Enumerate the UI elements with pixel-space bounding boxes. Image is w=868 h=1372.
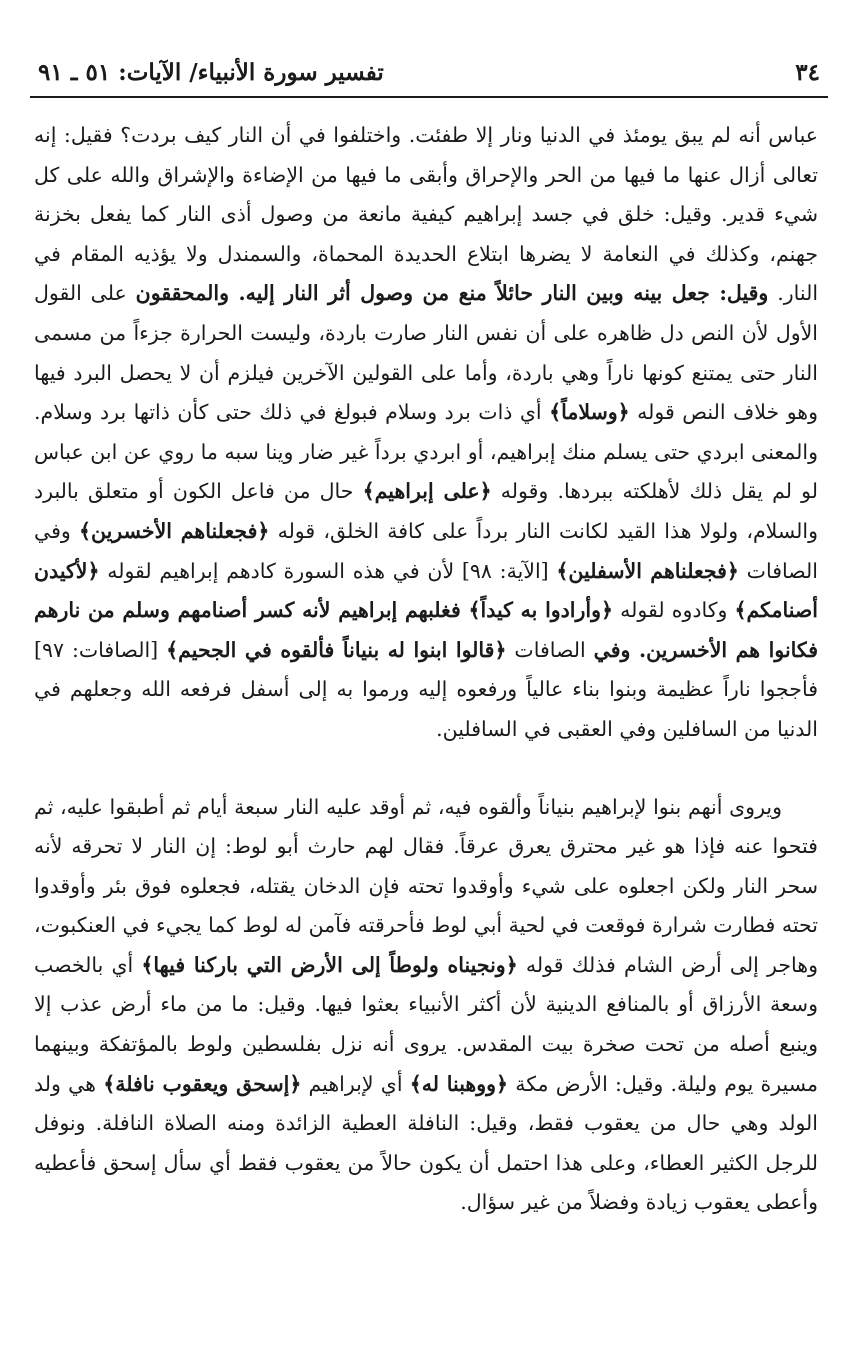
text-segment: على القول الأول لأن النص دل ظاهره على أن نفس النار صارت باردة، وليست الحرارة جزءاً من مسمى النار حتى يمتنع كونها ناراً وهي باردة، وأما على القولين الآخرين فيلزم أن لا يحصل البرد فيها وهو خلاف النص قوله xyxy=(34,281,818,425)
quran-quote-segment: ﴿قالوا ابنوا له بنياناً فألقوه في الجحيم﴾ xyxy=(166,637,507,662)
text-segment: [الصافات: ٩٧] فأججوا ناراً عظيمة وبنوا بناء عالياً ورفعوه إليه ورموا به إلى أسفل فرفعه الله وجعلهم في الدنيا من السافلين وفي العقبى في السافلين. xyxy=(34,637,818,741)
page-header xyxy=(38,52,820,92)
commentary-paragraph-2 xyxy=(34,788,818,1224)
text-segment: أي بالخصب وسعة الأرزاق أو بالمنافع الدينية لأن أكثر الأنبياء بعثوا فيها. وقيل: ما من ماء أرض عذب إلا وينبع أصله من تحت صخرة بيت المقدس. يروى أنه نزل بفلسطين ولوط بالمؤتفكة وبينهما مسيرة يوم وليلة. وقيل: الأرض مكة xyxy=(34,952,818,1096)
running-title: تفسير سورة الأنبياء/ الآيات: ٥١ ـ ٩١ xyxy=(38,58,384,86)
quran-quote-segment: ﴿إسحق ويعقوب نافلة﴾ xyxy=(103,1071,302,1096)
quran-quote-segment: ﴿ونجيناه ولوطاً إلى الأرض التي باركنا فيها﴾ xyxy=(141,952,518,977)
page-body xyxy=(34,116,818,1223)
text-segment: [الآية: ٩٨] لأن في هذه السورة كادهم إبراهيم لقوله xyxy=(99,558,557,583)
text-segment: هي ولد الولد وهي حال من يعقوب فقط، وقيل: النافلة العطية الزائدة ومنه الصلاة النافلة. ونوفل للرجل الكثير العطاء، وعلى هذا احتمل أن يكون حالاً من يعقوب فقط أي سأل إسحق فأعطيه وأعطى يعقوب زيادة وفضلاً من غير سؤال. xyxy=(34,1071,818,1215)
text-segment: حال من فاعل الكون أو متعلق بالبرد والسلام، ولولا هذا القيد لكانت النار برداً على كافة الخلق، قوله xyxy=(34,479,818,543)
text-segment: أي لإبراهيم xyxy=(301,1071,410,1096)
text-segment: أي ذات برد وسلام فبولغ في ذلك حتى كأن ذاتها برد وسلام. والمعنى ابردي حتى يسلم منك إبراهيم، أو ابردي برداً غير ضار وينا سبه ما روي عن ابن عباس لو لم يقل ذلك لأهلكته ببردها. وقوله xyxy=(34,400,818,504)
quran-quote-segment: ﴿وأرادوا به كيداً﴾ فغلبهم إبراهيم لأنه كسر أصنامهم وسلم من نارهم فكانوا هم الأخسرين. وفي xyxy=(34,598,819,662)
text-segment: وفي الصافات xyxy=(34,518,818,583)
text-segment: الصافات xyxy=(506,637,594,662)
text-segment: ويروى أنهم بنوا لإبراهيم بنياناً وألقوه فيه، ثم أوقد عليه النار سبعة أيام ثم أطبقوا عليه، ثم فتحوا عنه فإذا هو غير محترق يعرق عرقاً. فقال لهم حارث أبو لوط: إن النار لا تحرقه لأنه سحر النار ولكن اجعلوه على شيء وأوقدوا تحته فإن الدخان يقتله، فجعلوه فوق بئر وأوقدوا تحته فطارت شرارة فوقعت في لحية أبي لوط فأحرقته فآمن له لوط كما يجيء في العنكبوت، وهاجر إلى أرض الشام فذلك قوله xyxy=(34,794,818,977)
quran-quote-segment: ﴿لأكيدن أصنامكم﴾ xyxy=(34,558,818,623)
quran-quote-segment: ﴿فجعلناهم الأسفلين﴾ xyxy=(556,558,739,583)
header-rule xyxy=(30,96,828,98)
quran-quote-segment: ﴿ووهبنا له﴾ xyxy=(409,1071,509,1096)
commentary-paragraph-1 xyxy=(34,116,818,750)
quran-quote-segment: ﴿وسلاماً﴾ xyxy=(549,400,630,425)
text-segment: وكادوه لقوله xyxy=(613,598,735,623)
quran-quote-segment: ﴿فجعلناهم الأخسرين﴾ xyxy=(78,518,270,543)
quran-quote-segment: وقيل: جعل بينه وبين النار حائلاً منع من وصول أثر النار إليه. والمحققون xyxy=(135,281,769,306)
page-number: ٣٤ xyxy=(795,58,820,86)
text-segment: عباس أنه لم يبق يومئذ في الدنيا ونار إلا طفئت. واختلفوا في أن النار كيف بردت؟ فقيل: إنه تعالى أزال عنها ما فيها من الحر والإحراق وأبقى ما فيها من الإضاءة والإشراق والله على كل شيء قدير. وقيل: خلق في جسد إبراهيم كيفية مانعة من وصول أذى النار كما يفعل بخزنة جهنم، وكذلك في النعامة لا يضرها ابتلاع الحديدة المحماة، والسمندل ولا يؤذيه المقام في النار. xyxy=(34,123,819,306)
quran-quote-segment: ﴿على إبراهيم﴾ xyxy=(362,479,492,504)
